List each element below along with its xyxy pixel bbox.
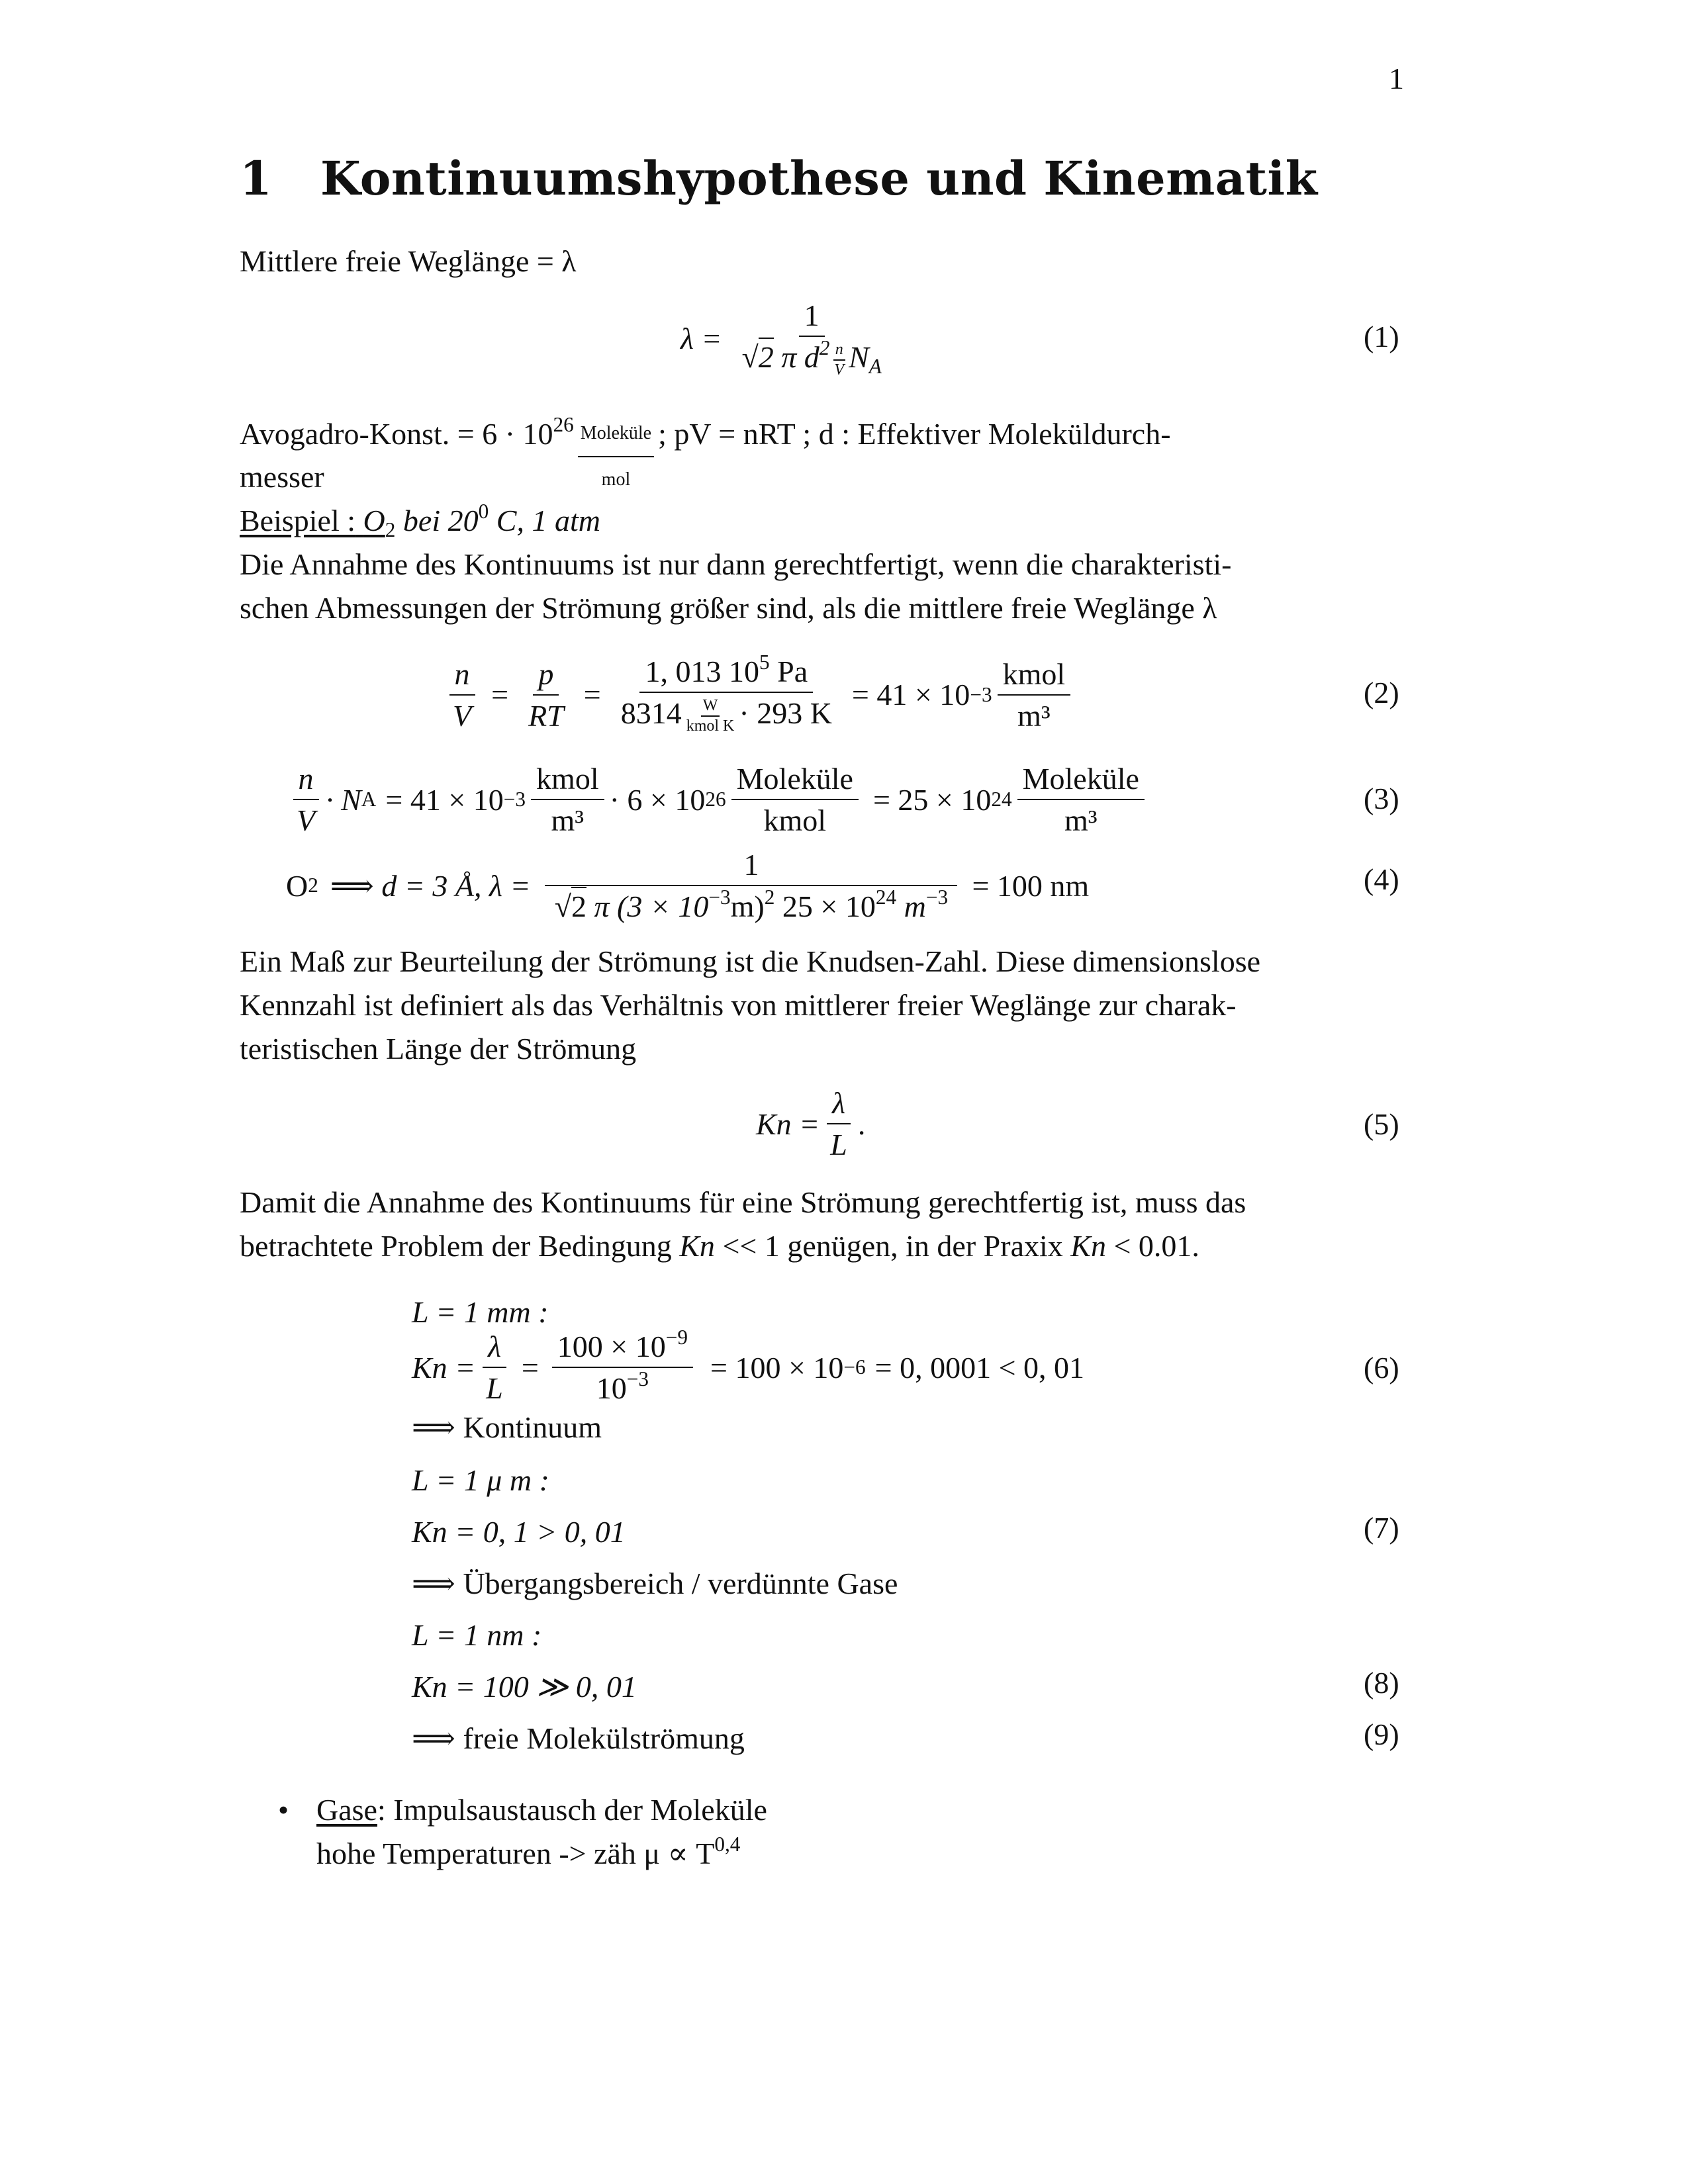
bullet-item-gases [278,1788,767,1832]
avogadro-label: Avogadro-Konst. = 6 · 10 [240,417,553,451]
eq4-den-tail: 25 × 10 [782,889,876,923]
eq6-f2-den-val: 10 [596,1371,627,1405]
eq1-sqrt-arg: 2 [759,338,774,374]
eq2-n: n [449,657,475,696]
eq1-fraction [736,298,886,379]
equation-2: $\frac{n}{V}$ = $\frac{p}{RT}$ = 1, 013 $10^5$ Pa 8314 $\frac{W}{\text{kmol K}}$ · 293 K = 41 × 10 −3 $\frac{\text{kmol}}{\text{m³}}$ [442,654,1076,735]
eq5-fraction [825,1085,853,1162]
eq6-kn: Kn = [412,1350,476,1385]
eq3-tag: (3) [1364,782,1399,815]
eq3-n-over-v [291,761,320,838]
eq6-fraction1 [481,1329,508,1406]
paragraph-knudsen-line2: Kennzahl ist definiert als das Verhältnis von mittlerer freier Weglänge zur charak- [240,988,1237,1022]
eq2-eq2: = [583,678,601,712]
example-deg: 0 [478,500,489,523]
eq4-numerator: 1 [545,847,957,886]
eq4-den-mid: m) [730,889,765,923]
eq2-num-exp: 5 [759,651,770,674]
eq4-den-exp1: −3 [708,886,731,909]
eq3-u3-num: Moleküle [1017,761,1145,800]
eq7-case: L = 1 μ m : [412,1463,549,1497]
eq3-u1-den: m³ [551,803,585,837]
eq5-tag: (5) [1364,1107,1399,1141]
eq2-rt: RT [528,698,564,733]
eq2-p-over-rt [523,657,569,733]
condition-2e: < 0.01. [1105,1229,1199,1263]
eq6-f2-den [591,1368,654,1406]
eq3-u2-den: kmol [763,803,827,837]
condition-2d: Kn [1070,1229,1106,1263]
equation-3: $\frac{n}{V}$ · N A = 41 × 10 −3 $\frac{\text{kmol}}{\text{m³}}$ · 6 × 10 26 $\frac{\text{Moleküle}}{\text{kmol}}$ = 25 × 10 24 $\frac{\text{Moleküle}}{\text{m³}}$ [286,761,1150,838]
eq2-result: = 41 × 10 [851,678,970,712]
eq4-lhs: O [286,868,308,903]
equation-5 [756,1085,865,1162]
bullet-line2-exp: 0,4 [714,1833,741,1856]
paragraph-condition-line2 [240,1224,1199,1268]
eq5-lhs: Kn = [756,1107,820,1141]
eq2-main-fraction [616,651,837,735]
paragraph-knudsen-line3: teristischen Länge der Strömung [240,1032,637,1066]
eq4-result: = 100 nm [972,868,1090,903]
eq4-den-exp3: 24 [875,886,897,909]
eq2-den-rest: · 293 K [739,696,832,730]
eq3-u1-num: kmol [531,761,604,800]
avogadro-unit [578,412,654,502]
example-label-text: Beispiel : [240,504,356,537]
eq1-tag: (1) [1364,320,1399,353]
eq1-v: V [834,361,845,379]
eq8-kn: Kn = 100 ≫ 0, 01 [412,1670,637,1704]
paragraph-example [240,499,600,543]
bullet-line2-text: hohe Temperaturen -> zäh μ ∝ T [316,1837,715,1870]
section-title: Kontinuumshypothese und Kinematik [320,151,1318,206]
eq4-den-m: m [904,889,926,923]
eq2-n-over-v [447,657,477,733]
condition-2a: betrachtete Problem der Bedingung [240,1229,680,1263]
eq5-num: λ [827,1085,851,1124]
eq2-res-unit-den: m³ [1017,698,1051,733]
eq2-res-unit-num: kmol [998,657,1071,696]
eq3-unit3 [1017,761,1145,838]
eq2-eq1: = [491,678,509,712]
eq6-f2-num [552,1326,693,1368]
eq4-sqrt-arg: 2 [571,887,586,923]
eq8-case: L = 1 nm : [412,1618,542,1652]
eq1-na: N [849,340,869,374]
eq5-den: L [830,1128,847,1161]
paragraph-knudsen-line1: Ein Maß zur Beurteilung der Strömung ist die Knudsen-Zahl. Diese dimensionslose [240,944,1261,978]
paragraph-assumption-line2: schen Abmessungen der Strömung größer sind, als die mittlere freie Weglänge λ [240,591,1217,625]
eq3-n: n [293,761,319,800]
bullet-dot-icon: • [278,1793,289,1827]
eq6-f1-num: λ [483,1329,506,1368]
eq9-conclusion: ⟹ freie Molekülströmung [412,1721,745,1755]
avogadro-unit-num: Moleküle [578,412,654,457]
example-rest: C, 1 atm [496,504,600,537]
eq4-den-exp2: 2 [764,886,775,909]
eq6-conclusion: ⟹ Kontinuum [412,1410,602,1444]
eq4-fraction [545,847,957,924]
eq7-kn: Kn = 0, 1 > 0, 01 [412,1515,626,1549]
eq5-dot: . [857,1107,866,1141]
eq6-fraction2 [552,1326,693,1406]
eq4-den-rest: π (3 × 10 [594,889,709,923]
eq6-f1-den: L [486,1371,503,1405]
paragraph-condition-line1: Damit die Annahme des Kontinuums für eine Strömung gerechtfertig ist, muss das [240,1185,1246,1219]
equation-6: Kn = $\frac{\lambda}{L}$ = $\frac{100 \times 10^{-9}}{10^{-3}}$ = 100 × 10 −6 = 0, 0001 < 0, 01 [412,1326,1085,1405]
eq2-num-unit: Pa [777,655,808,688]
avogadro-rest: ; pV = nRT ; d : Effektiver Moleküldurch- [658,417,1171,451]
eq4-den-exp4: −3 [925,886,949,909]
bullet-item-line2 [316,1832,740,1876]
eq3-unit2 [731,761,859,838]
example-bei: bei 20 [402,504,479,537]
eq8-tag: (8) [1364,1666,1399,1700]
eq2-num-val: 1, 013 10 [645,655,759,688]
eq4-denominator: √2 π $(3 \times 10^{-3}m)^2$ $25 \times 10^{24}$ $m^{-3}$ [554,886,949,923]
example-o: O [363,504,385,537]
eq1-den-rest: π d [781,340,820,374]
eq1-denominator: √2 π $d^2$ $\frac{n}{V}$ $N_A$ [741,336,882,379]
paragraph-avogadro [240,412,1171,502]
eq7-conclusion: ⟹ Übergangsbereich / verdünnte Gase [412,1567,898,1600]
section-heading [240,151,1318,206]
eq6-f2-num-val: 100 × 10 [557,1330,666,1363]
eq4-mid: ⟹ d = 3 Å, λ = [330,869,531,903]
condition-2b: Kn [679,1229,715,1263]
section-number: 1 [240,151,273,206]
avogadro-exp: 26 [553,413,574,437]
eq6-res-tail: = 0, 0001 < 0, 01 [874,1350,1085,1385]
eq6-tag: (6) [1364,1351,1399,1385]
example-o-sub: 2 [385,518,396,541]
eq2-v: V [453,698,472,733]
eq3-mid: = 41 × 10 [385,782,504,817]
eq2-p: p [533,657,559,696]
eq6-case: L = 1 mm : [412,1295,549,1329]
eq1-lhs: λ = [680,322,722,356]
eq6-res: = 100 × 10 [710,1350,844,1385]
condition-2c: << 1 genügen, in der Praxix [714,1229,1071,1263]
eq3-unit1 [531,761,604,838]
equation-1 [680,298,892,379]
bullet-label: Gase [316,1793,377,1827]
paragraph-lambda-definition: Mittlere freie Weglänge = λ [240,244,577,278]
paragraph-assumption-line1: Die Annahme des Kontinuums ist nur dann gerechtfertigt, wenn die charakteristi- [240,547,1232,581]
eq3-u3-den: m³ [1064,803,1098,837]
eq6-f2-den-exp: −3 [626,1367,649,1391]
eq3-na: · N [326,782,361,817]
example-label [240,504,396,541]
eq7-tag: (7) [1364,1511,1399,1545]
eq9-tag: (9) [1364,1717,1399,1751]
avogadro-unit-den: mol [601,469,631,490]
eq1-numerator: 1 [799,298,825,337]
eq2-den-unit-den: kmol K [686,717,735,735]
eq2-den-unit [684,697,737,735]
eq1-na-sub: A [868,354,882,378]
eq6-eq: = [521,1350,539,1385]
eq3-res: = 25 × 10 [872,782,992,817]
eq2-denominator [616,693,837,735]
page-number: 1 [1389,62,1404,95]
eq2-den-unit-num: W [701,697,720,717]
eq3-v: V [297,803,316,837]
eq2-numerator [639,651,813,693]
eq2-result-unit [998,657,1071,733]
equation-4: O 2 ⟹ d = 3 Å, λ = $\frac{1}{√2 \pi (3 \times 10^{-3}m)^2 25 \times 10^{24} m^{-3}}$ = 100 nm [286,848,1090,923]
eq1-n: n [833,341,845,361]
bullet-rest: : Impulsaustausch der Moleküle [377,1793,767,1827]
eq4-tag: (4) [1364,862,1399,896]
eq3-u2-num: Moleküle [731,761,859,800]
eq1-n-over-v [832,341,846,379]
paragraph-avogadro-cont: messer [240,460,324,494]
eq2-den-val: 8314 [620,696,682,730]
eq3-times: · 6 × 10 [609,782,706,817]
eq6-f2-num-exp: −9 [665,1326,688,1349]
eq1-den-exp: 2 [819,336,830,360]
eq2-tag: (2) [1364,676,1399,709]
